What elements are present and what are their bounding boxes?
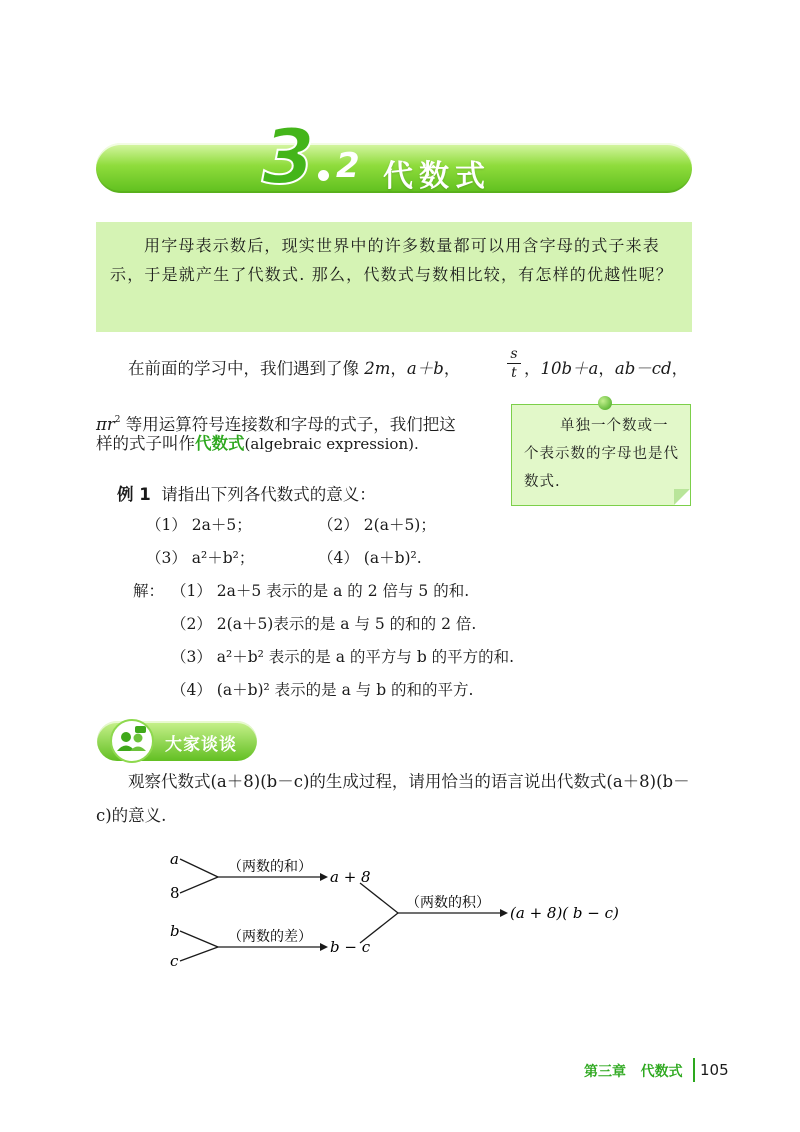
- diagram-op-prod: （两数的积）: [406, 895, 490, 911]
- section-number-major: 3: [262, 112, 313, 201]
- example-item-3: （3） a²＋b²；: [146, 549, 255, 567]
- example-item-2: （2） 2(a＋5)；: [318, 516, 436, 534]
- sidebar-note: [511, 404, 691, 506]
- example-item-4: （4） (a＋b)².: [318, 549, 422, 567]
- body-line-1: 在前面的学习中，我们遇到了像 2m，a＋b，: [128, 359, 461, 378]
- example-prompt: 请指出下列各代数式的意义：: [161, 485, 376, 504]
- body-line2-text: 等用运算符号连接数和字母的式子，我们把这: [120, 415, 456, 434]
- body-line-2: $\pi r^2$ 等用运算符号连接数和字母的式子，我们把这: [96, 415, 456, 434]
- solution-label: 解：: [133, 582, 165, 600]
- term-english: (algebraic expression).: [244, 435, 419, 453]
- expr-ab-minus-cd: ab－cd: [614, 359, 672, 378]
- expression-diagram: [160, 845, 660, 975]
- solution-3: （3） a²＋b² 表示的是 a 的平方与 b 的平方的和.: [171, 648, 515, 666]
- body-line1-prefix: 在前面的学习中，我们遇到了像: [128, 359, 365, 378]
- solution-1: （1） 2a＋5 表示的是 a 的 2 倍与 5 的和.: [171, 582, 470, 600]
- body-line-3: [96, 427, 419, 461]
- discussion-people-icon: [110, 719, 154, 763]
- footer-divider: [693, 1058, 695, 1082]
- diagram-result-sum: a + 8: [330, 868, 371, 886]
- solution-2: （2） 2(a＋5)表示的是 a 与 5 的和的 2 倍.: [171, 615, 477, 633]
- body-line3-prefix: 样的式子叫作: [96, 434, 195, 453]
- section-number-dot: [318, 170, 329, 181]
- intro-text: 用字母表示数后，现实世界中的许多数量都可以用含字母的式子来表示，于是就产生了代数式. 那么，代数式与数相比较，有怎样的优越性呢？: [110, 236, 673, 284]
- example-label: 例 1: [117, 485, 151, 504]
- diagram-result-diff: b − c: [330, 938, 371, 956]
- fraction-denominator: t: [511, 365, 517, 381]
- discussion-badge-label: 大家谈谈: [165, 735, 237, 755]
- diagram-op-diff: （两数的差）: [228, 929, 312, 945]
- diagram-input-8: 8: [170, 884, 180, 902]
- body-line-1-tail: ，10b＋a，ab－cd，: [524, 359, 689, 378]
- diagram-input-a: a: [170, 850, 179, 868]
- solution-4: （4） (a＋b)² 表示的是 a 与 b 的和的平方.: [171, 681, 474, 699]
- expr-a-plus-b: a＋b: [406, 359, 444, 378]
- expr-10b-plus-a: 10b＋a: [540, 359, 599, 378]
- expr-2m: 2m: [364, 359, 391, 378]
- page-number: 105: [700, 1061, 729, 1079]
- footer-chapter: 第三章 代数式: [584, 1064, 683, 1080]
- diagram-result-final: (a + 8)( b − c): [510, 904, 619, 922]
- section-title: 代数式: [383, 159, 491, 194]
- intro-box: [96, 222, 692, 332]
- section-number-minor: 2: [336, 146, 360, 186]
- term-algebraic-expression: 代数式: [195, 434, 245, 453]
- example-heading: [117, 478, 376, 512]
- diagram-input-c: c: [170, 952, 179, 970]
- pushpin-icon: [598, 396, 612, 410]
- fraction-numerator: s: [510, 346, 518, 362]
- fraction-s-over-t: [507, 345, 521, 382]
- diagram-op-sum: （两数的和）: [228, 859, 312, 875]
- discussion-text: 观察代数式(a＋8)(b－c)的生成过程，请用恰当的语言说出代数式(a＋8)(b－c)的意义.: [96, 772, 690, 825]
- note-text: 单独一个数或一个表示数的字母也是代数式.: [524, 418, 679, 490]
- example-item-1: （1） 2a＋5；: [146, 516, 252, 534]
- page-curl: [674, 489, 690, 505]
- diagram-input-b: b: [170, 922, 180, 940]
